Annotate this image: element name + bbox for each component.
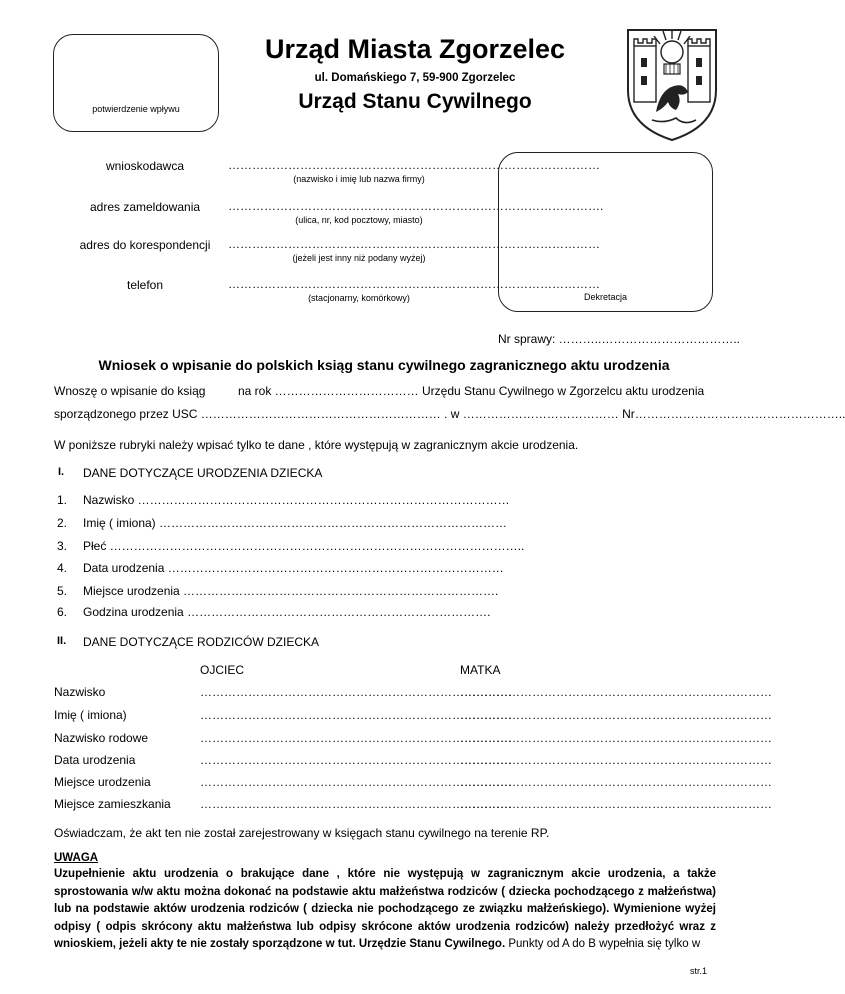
note-title: UWAGA [54,852,99,864]
instruction-text: W poniższe rubryki należy wpisać tylko te dane , które występują w zagranicznym akcie urodzenia. [54,438,579,452]
parent-row-label: Miejsce urodzenia [54,775,151,789]
child-item-number: 1. [57,493,68,507]
form-title: Wniosek o wpisanie do polskich ksiąg stanu cywilnego zagranicznego aktu urodzenia [98,357,670,373]
parent-row-label: Nazwisko [54,685,106,699]
father-first-names-field[interactable]: …………………………………………………………………… [200,708,512,722]
father-column-header: OJCIEC [200,663,245,677]
registered-address-field[interactable]: …………………………………………………………………………………. [228,199,604,213]
mother-column-header: MATKA [460,663,501,677]
father-surname-field[interactable]: …………………………………………………………………… [200,685,512,699]
office-address: ul. Domańskiego 7, 59-900 Zgorzelec [314,72,516,84]
declaration-text: Oświadczam, że akt ten nie został zarejestrowany w księgach stanu cywilnego na terenie RP. [54,826,550,840]
section-2-number: II. [57,635,67,647]
request-line-1a: Wnoszę o wpisanie do ksiąg [54,384,206,398]
registered-address-hint: (ulica, nr, kod pocztowy, miasto) [295,215,423,225]
parent-row-label: Miejsce zamieszkania [54,797,171,811]
child-item-number: 6. [57,605,68,619]
page-number: str.1 [690,966,708,976]
city-coat-of-arms [622,24,722,144]
child-item-number: 3. [57,539,68,553]
applicant-field[interactable]: ………………………………………………………………………………… [228,158,600,172]
correspondence-address-hint: (jeżeli jest inny niż podany wyżej) [292,253,426,263]
father-residence-field[interactable]: …………………………………………………………………… [200,797,512,811]
note-body-bold: Uzupełnienie aktu urodzenia o brakujące dane , które nie występują w zagranicznym akcie urodzenia, a także sprostowania w/w aktu można dokonać na podstawie aktu małżeństwa rodziców ( dziecka pochodzącego z małżeństwa) lub na podstawie aktów urodzenia rodziców ( dziecka nie pochodzącego ze związku małżeńskiego). Wymienione wyżej odpisy ( odpis skrócony aktu małżeństwa lub odpisy skrócone aktów urodzenia rodziców) należy przedłożyć wraz z wnioskiem, jeżeli akty te nie zostały sporządzone w tut. Urzędzie Stanu Cywilnego. [54,868,716,950]
mother-birth-place-field[interactable]: …………………………………………………………………… [460,775,772,789]
child-birth-date-field[interactable]: Data urodzenia ………………………………………………………………………… [83,561,504,575]
phone-field[interactable]: ………………………………………………………………………………… [228,277,600,291]
child-first-names-field[interactable]: Imię ( imiona) …………………………………………………………………………… [83,516,508,530]
child-item-number: 5. [57,584,68,598]
correspondence-address-label: adres do korespondencji [79,238,211,252]
decree-box [498,152,713,312]
section-1-number: I. [58,466,65,478]
registered-address-label: adres zameldowania [89,200,201,214]
mother-birth-date-field[interactable]: …………………………………………………………………… [460,753,772,767]
mother-surname-field[interactable]: …………………………………………………………………… [460,685,772,699]
child-sex-field[interactable]: Płeć ………………………………………………………………………………………….. [83,539,525,553]
correspondence-address-field[interactable]: ………………………………………………………………………………… [228,237,600,251]
receipt-stamp-box [53,34,219,132]
parent-row-label: Imię ( imiona) [54,708,127,722]
parent-row-label: Data urodzenia [54,753,136,767]
father-birth-date-field[interactable]: …………………………………………………………………… [200,753,512,767]
request-line-1b[interactable]: na rok ……………………………… Urzędu Stanu Cywilnego w Zgorzelcu aktu urodzenia [238,384,705,398]
decree-label: Dekretacja [583,292,628,302]
child-birth-place-field[interactable]: Miejsce urodzenia ……………………………………………………………………. [83,584,499,598]
section-1-title: DANE DOTYCZĄCE URODZENIA DZIECKA [83,466,323,480]
mother-first-names-field[interactable]: …………………………………………………………………… [460,708,772,722]
office-name: Urząd Miasta Zgorzelec [264,34,566,64]
phone-hint: (stacjonarny, komórkowy) [308,293,410,303]
note-body-normal: Punkty od A do B wypełnia się tylko w [505,938,701,950]
father-maiden-name-field[interactable]: …………………………………………………………………… [200,731,512,745]
mother-maiden-name-field[interactable]: …………………………………………………………………… [460,731,772,745]
request-line-2[interactable]: sporządzonego przez USC …………………………………………………… . w ………………………………… Nr…………………………………………….. [54,407,845,421]
note-body [54,866,716,954]
case-number[interactable]: Nr sprawy: ………..…………………………….. [498,332,741,346]
office-department: Urząd Stanu Cywilnego [298,90,532,113]
applicant-hint: (nazwisko i imię lub nazwa firmy) [293,174,425,184]
phone-label: telefon [126,278,164,292]
mother-residence-field[interactable]: …………………………………………………………………… [460,797,772,811]
child-item-number: 4. [57,561,68,575]
receipt-stamp-label: potwierdzenie wpływu [92,104,180,114]
parent-row-label: Nazwisko rodowe [54,731,149,745]
section-2-title: DANE DOTYCZĄCE RODZICÓW DZIECKA [83,635,320,649]
father-birth-place-field[interactable]: …………………………………………………………………… [200,775,512,789]
applicant-label: wnioskodawca [105,159,185,173]
child-surname-field[interactable]: Nazwisko ………………………………………………………………………………… [83,493,510,507]
child-item-number: 2. [57,516,68,530]
child-birth-time-field[interactable]: Godzina urodzenia …………………………………………………………………. [83,605,491,619]
